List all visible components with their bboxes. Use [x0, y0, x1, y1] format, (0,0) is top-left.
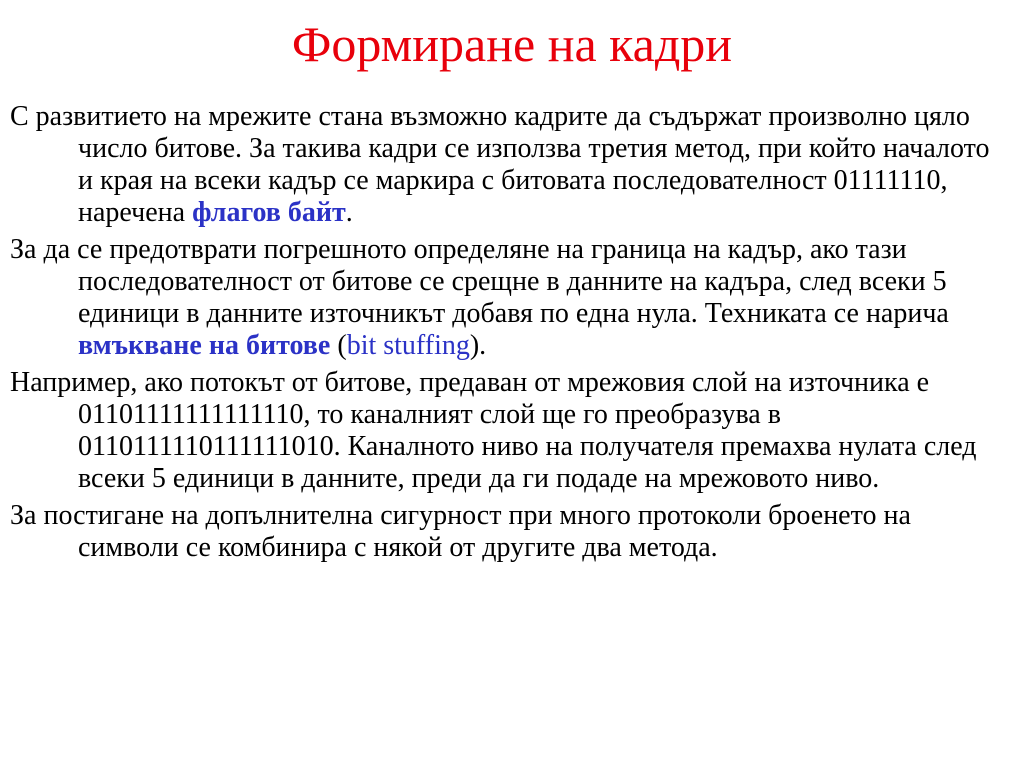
paragraph-variable-frames — [10, 101, 1010, 229]
paragraph-text: ). — [469, 330, 487, 361]
term-bit-stuffing-english: bit stuffing — [346, 330, 470, 361]
paragraph-text: За да се предотврати погрешното определяне на граница на кадър, ако тази последователност от битове се срещне в данните на кадъра, след всеки 5 единици в данните източникът добавя по една нула. Техниката се нарича — [10, 234, 949, 329]
slide-body — [10, 101, 1010, 569]
paragraph-text: За постигане на допълнителна сигурност при много протоколи броенето на символи се комбинира с някой от другите два метода. — [10, 500, 911, 563]
term-flag-byte: флагов байт — [192, 197, 346, 228]
paragraph-bit-stuffing — [10, 234, 1010, 362]
paragraph-text: . — [345, 197, 353, 228]
paragraph-text: С развитието на мрежите стана възможно кадрите да съдържат произволно цяло число битове. За такива кадри се използва третия метод, при който началото и края на всеки кадър се маркира с битовата последователност 01111110, наречена — [10, 101, 990, 228]
paragraph-text: Например, ако потокът от битове, предаван от мрежовия слой на източника е 01101111111111110, то каналният слой ще го преобразува в 0110111110111111010. Каналното ниво на получателя премахва нулата след всеки 5 единици в данните, преди да ги подаде на мрежовото ниво. — [10, 367, 977, 494]
paragraph-additional-security — [10, 500, 1010, 564]
paragraph-example — [10, 367, 1010, 495]
term-bit-insertion: вмъкване на битове — [78, 330, 331, 361]
slide-title: Формиране на кадри — [291, 16, 733, 72]
paragraph-text: ( — [330, 330, 347, 361]
